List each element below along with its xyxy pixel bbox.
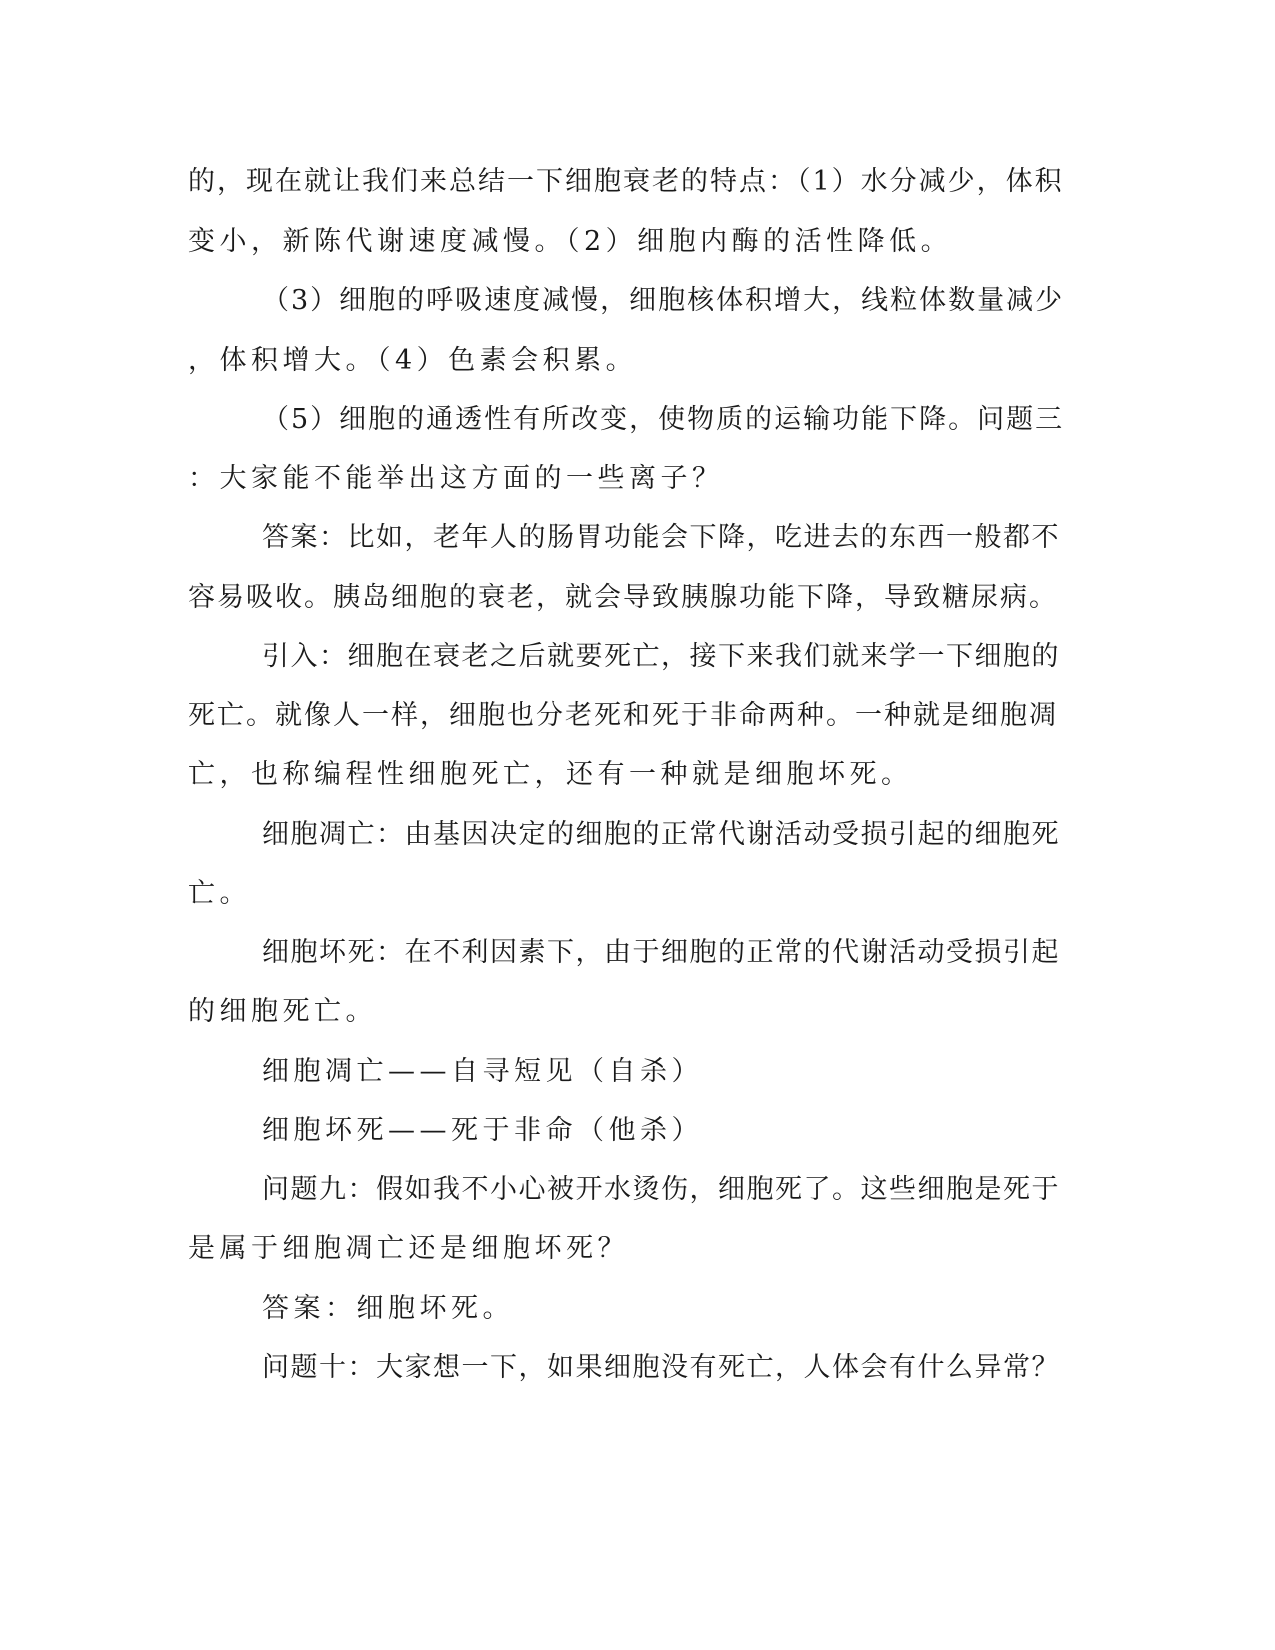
- text-line: 细胞凋亡——自寻短见（自杀）: [262, 1056, 703, 1087]
- text-line: 容易吸收。胰岛细胞的衰老，就会导致胰腺功能下降，导致糖尿病。: [188, 582, 1058, 613]
- text-line: 是属于细胞凋亡还是细胞坏死？: [188, 1233, 629, 1264]
- text-line: 细胞凋亡：由基因决定的细胞的正常代谢活动受损引起的细胞死: [262, 819, 1060, 850]
- text-line: 答案：细胞坏死。: [262, 1293, 514, 1324]
- text-line: ：大家能不能举出这方面的一些离子？: [188, 463, 724, 494]
- text-line: 答案：比如，老年人的肠胃功能会下降，吃进去的东西一般都不: [262, 522, 1060, 553]
- text-line: 亡。: [188, 878, 251, 909]
- text-line: 的，现在就让我们来总结一下细胞衰老的特点：（1）水分减少，体积: [188, 166, 1064, 197]
- text-line: 问题九：假如我不小心被开水烫伤，细胞死了。这些细胞是死于: [262, 1174, 1060, 1205]
- text-line: 变小，新陈代谢速度减慢。（2）细胞内酶的活性降低。: [188, 226, 953, 257]
- text-line: 亡，也称编程性细胞死亡，还有一种就是细胞坏死。: [188, 759, 913, 790]
- text-line: 问题十：大家想一下，如果细胞没有死亡，人体会有什么异常？: [262, 1352, 1060, 1383]
- text-line: （3）细胞的呼吸速度减慢，细胞核体积增大，线粒体数量减少: [262, 285, 1065, 316]
- text-line: 死亡。就像人一样，细胞也分老死和死于非命两种。一种就是细胞凋: [188, 700, 1058, 731]
- text-line: 细胞坏死——死于非命（他杀）: [262, 1115, 703, 1146]
- text-line: 细胞坏死：在不利因素下，由于细胞的正常的代谢活动受损引起: [262, 937, 1060, 968]
- text-line: （5）细胞的通透性有所改变，使物质的运输功能下降。问题三: [262, 404, 1065, 435]
- text-line: 的细胞死亡。: [188, 996, 377, 1027]
- text-line: ，体积增大。（4）色素会积累。: [188, 345, 638, 376]
- text-line: 引入：细胞在衰老之后就要死亡，接下来我们就来学一下细胞的: [262, 641, 1060, 672]
